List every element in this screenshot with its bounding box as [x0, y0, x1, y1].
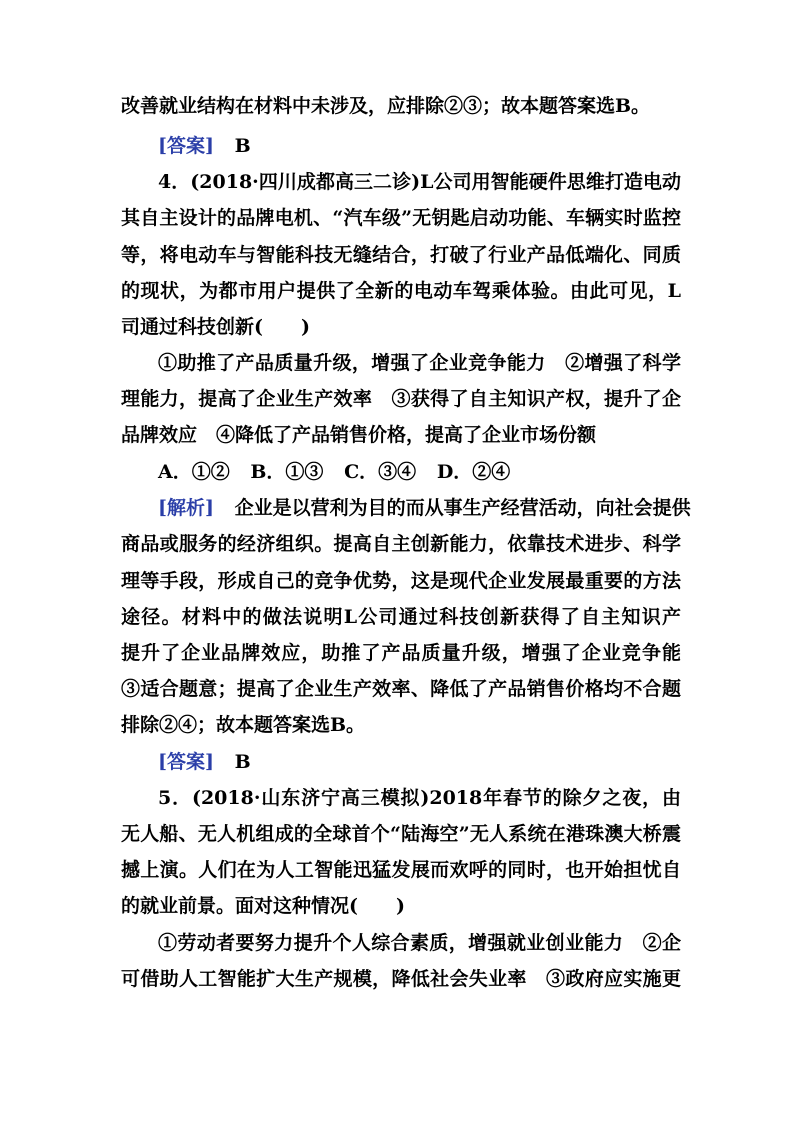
- options-line: [158, 454, 681, 490]
- answer-tag: [答案]: [158, 135, 214, 157]
- text-line: 的现状，为都市用户提供了全新的电动车驾乘体验。由此可见，L: [121, 280, 681, 302]
- answer-value: B: [234, 751, 251, 773]
- statement-line: ①助推了产品质量升级，增强了企业竞争能力 ②增强了科学: [158, 352, 681, 374]
- option-b: B．①③: [250, 461, 324, 483]
- text-line: 司通过科技创新( ): [121, 316, 310, 338]
- text-line: 其自主设计的品牌电机、“汽车级”无钥匙启动功能、车辆实时监控: [121, 207, 681, 229]
- statement-line: 可借助人工智能扩大生产规模，降低社会失业率 ③政府应实施更: [121, 968, 681, 990]
- statement-line: 理能力，提高了企业生产效率 ③获得了自主知识产权，提升了企: [121, 388, 681, 410]
- question-4-line: 4．(2018·四川成都高三二诊)L公司用智能硬件思维打造电动: [158, 171, 681, 193]
- option-d: D．②④: [436, 461, 511, 483]
- text-line: 等，将电动车与智能科技无缝结合，打破了行业产品低端化、同质: [121, 244, 681, 266]
- analysis-text: 企业是以营利为目的而从事生产经营活动，向社会提供: [234, 497, 691, 519]
- option-c: C．③④: [344, 461, 417, 483]
- question-5-line: 5．(2018·山东济宁高三模拟)2018年春节的除夕之夜，由: [158, 787, 681, 809]
- text-line: 提升了企业品牌效应，助推了产品质量升级，增强了企业竞争能: [121, 642, 681, 664]
- option-a: A．①②: [158, 461, 230, 483]
- answer-value: B: [234, 135, 251, 157]
- text-line: 改善就业结构在材料中未涉及，应排除②③；故本题答案选B。: [121, 95, 651, 117]
- text-line: 无人船、无人机组成的全球首个“陆海空”无人系统在港珠澳大桥震: [121, 823, 681, 845]
- text-line: 商品或服务的经济组织。提高自主创新能力，依靠技术进步、科学: [121, 533, 681, 555]
- answer-line: [158, 744, 681, 780]
- answer-tag: [答案]: [158, 751, 214, 773]
- statement-line: 品牌效应 ④降低了产品销售价格，提高了企业市场份额: [121, 424, 597, 446]
- text-line: 途径。材料中的做法说明L公司通过科技创新获得了自主知识产: [121, 606, 681, 628]
- text-line: 撼上演。人们在为人工智能迅猛发展而欢呼的同时，也开始担忧自: [121, 859, 681, 881]
- statement-line: ①劳动者要努力提升个人综合素质，增强就业创业能力 ②企: [158, 932, 681, 954]
- text-line: 的就业前景。面对这种情况( ): [121, 895, 405, 917]
- analysis-line: [158, 490, 691, 526]
- text-line: 排除②④；故本题答案选B。: [121, 714, 366, 736]
- text-line: ③适合题意；提高了企业生产效率、降低了产品销售价格均不合题: [121, 678, 681, 700]
- analysis-tag: [解析]: [158, 497, 214, 519]
- text-line: 理等手段，形成自己的竞争优势，这是现代企业发展最重要的方法: [121, 570, 681, 592]
- answer-line: [158, 128, 681, 164]
